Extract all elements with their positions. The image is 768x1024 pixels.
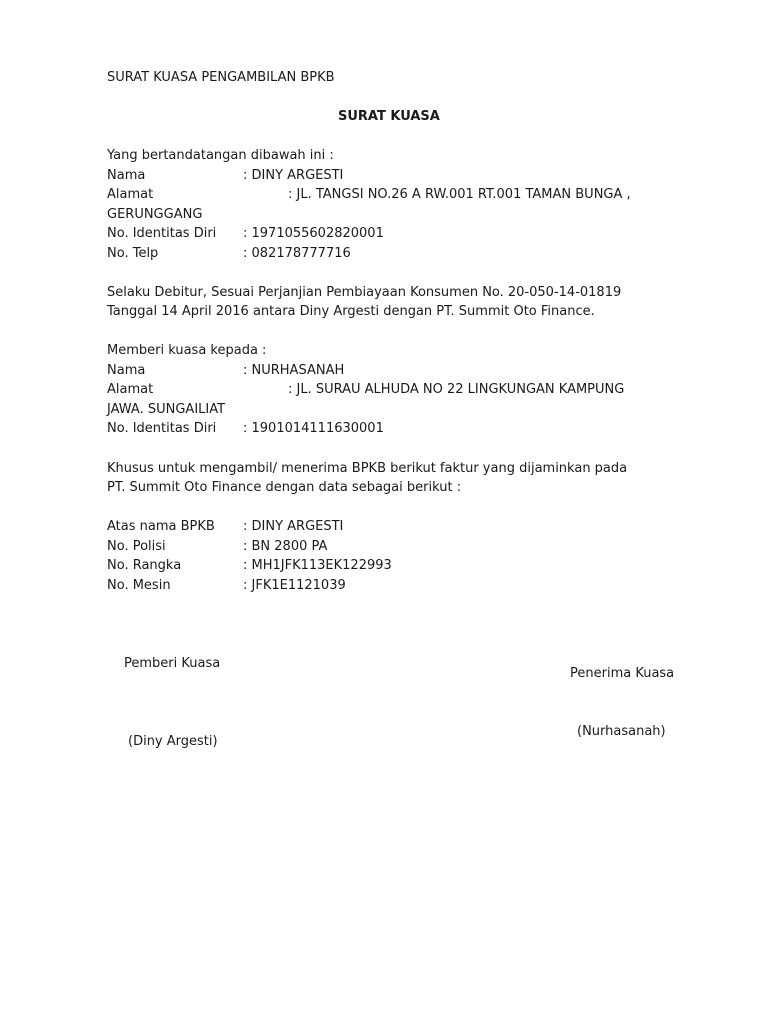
- purpose-line-1: Khusus untuk mengambil/ menerima BPKB berikut faktur yang dijaminkan pada: [107, 461, 628, 476]
- vehicle-engine-value: : JFK1E1121039: [243, 578, 346, 593]
- grantor-phone-row: [107, 245, 351, 263]
- grantor-id-label: No. Identitas Diri: [107, 226, 217, 241]
- vehicle-plate-row: [107, 538, 328, 556]
- grantee-name-row: [107, 362, 345, 380]
- vehicle-owner-label: Atas nama BPKB: [107, 519, 215, 534]
- grantee-address-label: Alamat: [107, 382, 154, 397]
- grantor-address-value: : JL. TANGSI NO.26 A RW.001 RT.001 TAMAN BUNGA ,: [288, 187, 631, 202]
- grantor-phone-value: : 082178777716: [243, 246, 351, 261]
- vehicle-owner-value: : DINY ARGESTI: [243, 519, 344, 534]
- grantor-id-row: [107, 225, 384, 243]
- grantor-address-label: Alamat: [107, 187, 154, 202]
- letter-heading: SURAT KUASA: [338, 109, 440, 124]
- grantee-id-row: [107, 420, 384, 438]
- vehicle-chassis-label: No. Rangka: [107, 558, 182, 573]
- grantor-id-value: : 1971055602820001: [243, 226, 384, 241]
- vehicle-owner-row: [107, 518, 344, 536]
- grantee-address-row: [107, 381, 625, 399]
- grantor-address-continuation: GERUNGGANG: [107, 207, 203, 222]
- grantor-name-label: Nama: [107, 168, 146, 183]
- grantee-intro: Memberi kuasa kepada :: [107, 343, 267, 358]
- grantor-intro: Yang bertandatangan dibawah ini :: [107, 148, 334, 163]
- grantee-name-value: : NURHASANAH: [243, 363, 345, 378]
- grantor-signature-name: (Diny Argesti): [128, 734, 218, 749]
- grantee-id-value: : 1901014111630001: [243, 421, 384, 436]
- vehicle-engine-row: [107, 577, 346, 595]
- document-title: SURAT KUASA PENGAMBILAN BPKB: [107, 70, 335, 85]
- grantor-phone-label: No. Telp: [107, 246, 159, 261]
- grantee-signature-title: Penerima Kuasa: [570, 666, 675, 681]
- vehicle-chassis-value: : MH1JFK113EK122993: [243, 558, 392, 573]
- contract-line-2: Tanggal 14 April 2016 antara Diny Argesti dengan PT. Summit Oto Finance.: [107, 304, 595, 319]
- vehicle-engine-label: No. Mesin: [107, 578, 171, 593]
- purpose-line-2: PT. Summit Oto Finance dengan data sebagai berikut :: [107, 480, 462, 495]
- grantee-name-label: Nama: [107, 363, 146, 378]
- grantee-id-label: No. Identitas Diri: [107, 421, 217, 436]
- grantor-address-row: [107, 186, 631, 204]
- grantor-name-row: [107, 167, 344, 185]
- grantee-address-continuation: JAWA. SUNGAILIAT: [107, 402, 226, 417]
- vehicle-plate-value: : BN 2800 PA: [243, 539, 328, 554]
- vehicle-chassis-row: [107, 557, 392, 575]
- grantee-address-value: : JL. SURAU ALHUDA NO 22 LINGKUNGAN KAMPUNG: [288, 382, 625, 397]
- grantee-signature-name: (Nurhasanah): [577, 724, 666, 739]
- vehicle-plate-label: No. Polisi: [107, 539, 166, 554]
- grantor-signature-title: Pemberi Kuasa: [124, 656, 221, 671]
- contract-line-1: Selaku Debitur, Sesuai Perjanjian Pembiayaan Konsumen No. 20-050-14-01819: [107, 285, 622, 300]
- grantor-name-value: : DINY ARGESTI: [243, 168, 344, 183]
